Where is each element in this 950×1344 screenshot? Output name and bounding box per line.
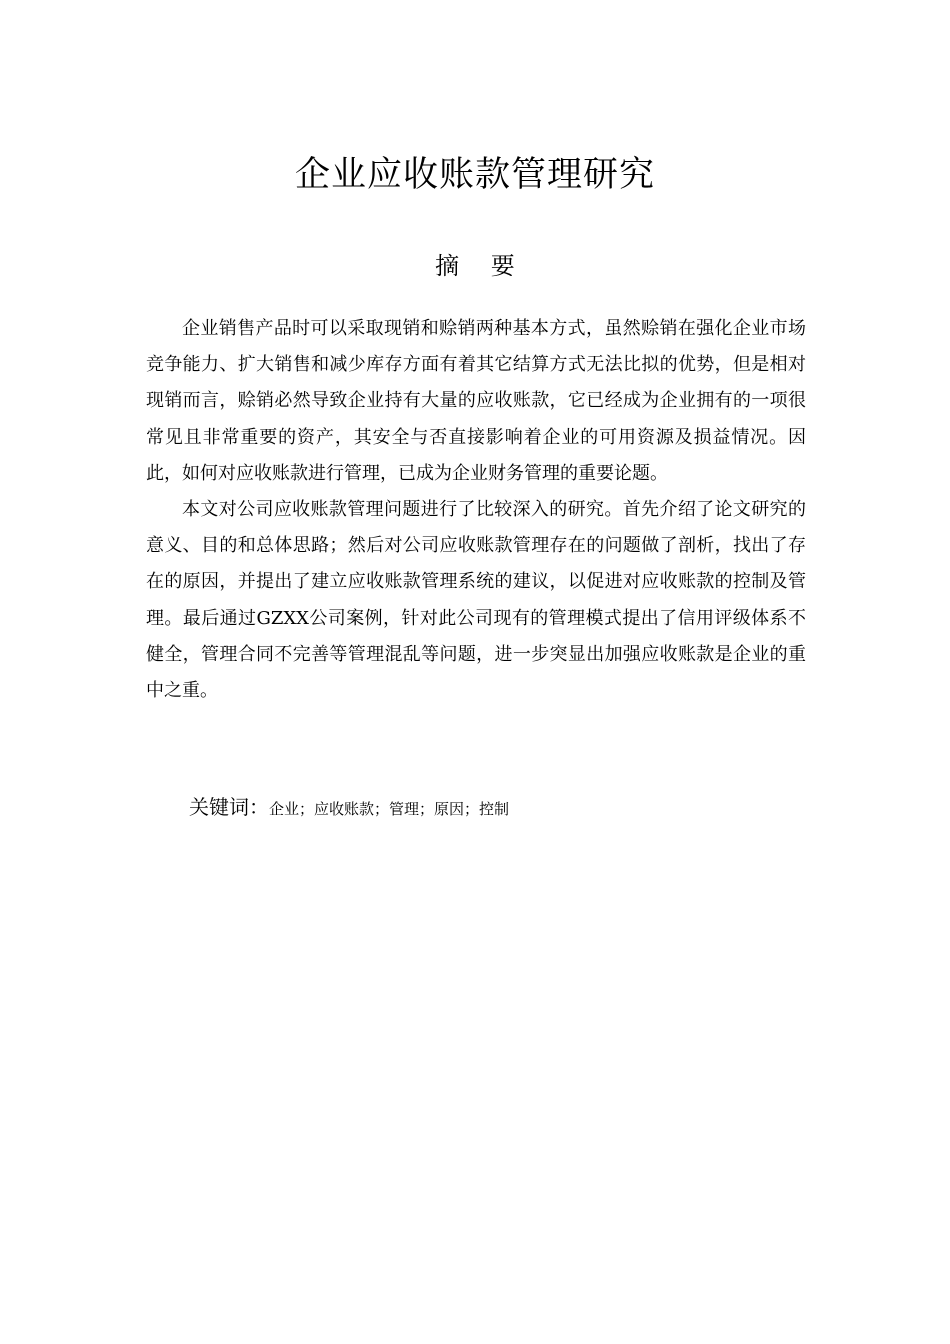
abstract-body <box>146 311 806 709</box>
keywords-values: 企业；应收账款；管理；原因；控制 <box>269 800 510 818</box>
abstract-paragraph-1: 企业销售产品时可以采取现销和赊销两种基本方式，虽然赊销在强化企业市场竞争能力、扩大销售和减少库存方面有着其它结算方式无法比拟的优势，但是相对现销而言，赊销必然导致企业持有大量的应收账款，它已经成为企业拥有的一项很常见且非常重要的资产，其安全与否直接影响着企业的可用资源及损益情况。因此，如何对应收账款进行管理，已成为企业财务管理的重要论题。 <box>146 318 806 484</box>
document-title: 企业应收账款管理研究 <box>294 155 655 195</box>
abstract-heading: 摘 要 <box>435 252 527 280</box>
keywords-label: 关键词： <box>189 795 269 819</box>
abstract-paragraph-2: 本文对公司应收账款管理问题进行了比较深入的研究。首先介绍了论文研究的意义、目的和总体思路；然后对公司应收账款管理存在的问题做了剖析，找出了存在的原因，并提出了建立应收账款管理系统的建议，以促进对应收账款的控制及管理。最后通过GZXX公司案例，针对此公司现有的管理模式提出了信用评级体系不健全，管理合同不完善等管理混乱等问题，进一步突显出加强应收账款是企业的重中之重。 <box>146 499 806 702</box>
keywords-line <box>189 789 809 827</box>
